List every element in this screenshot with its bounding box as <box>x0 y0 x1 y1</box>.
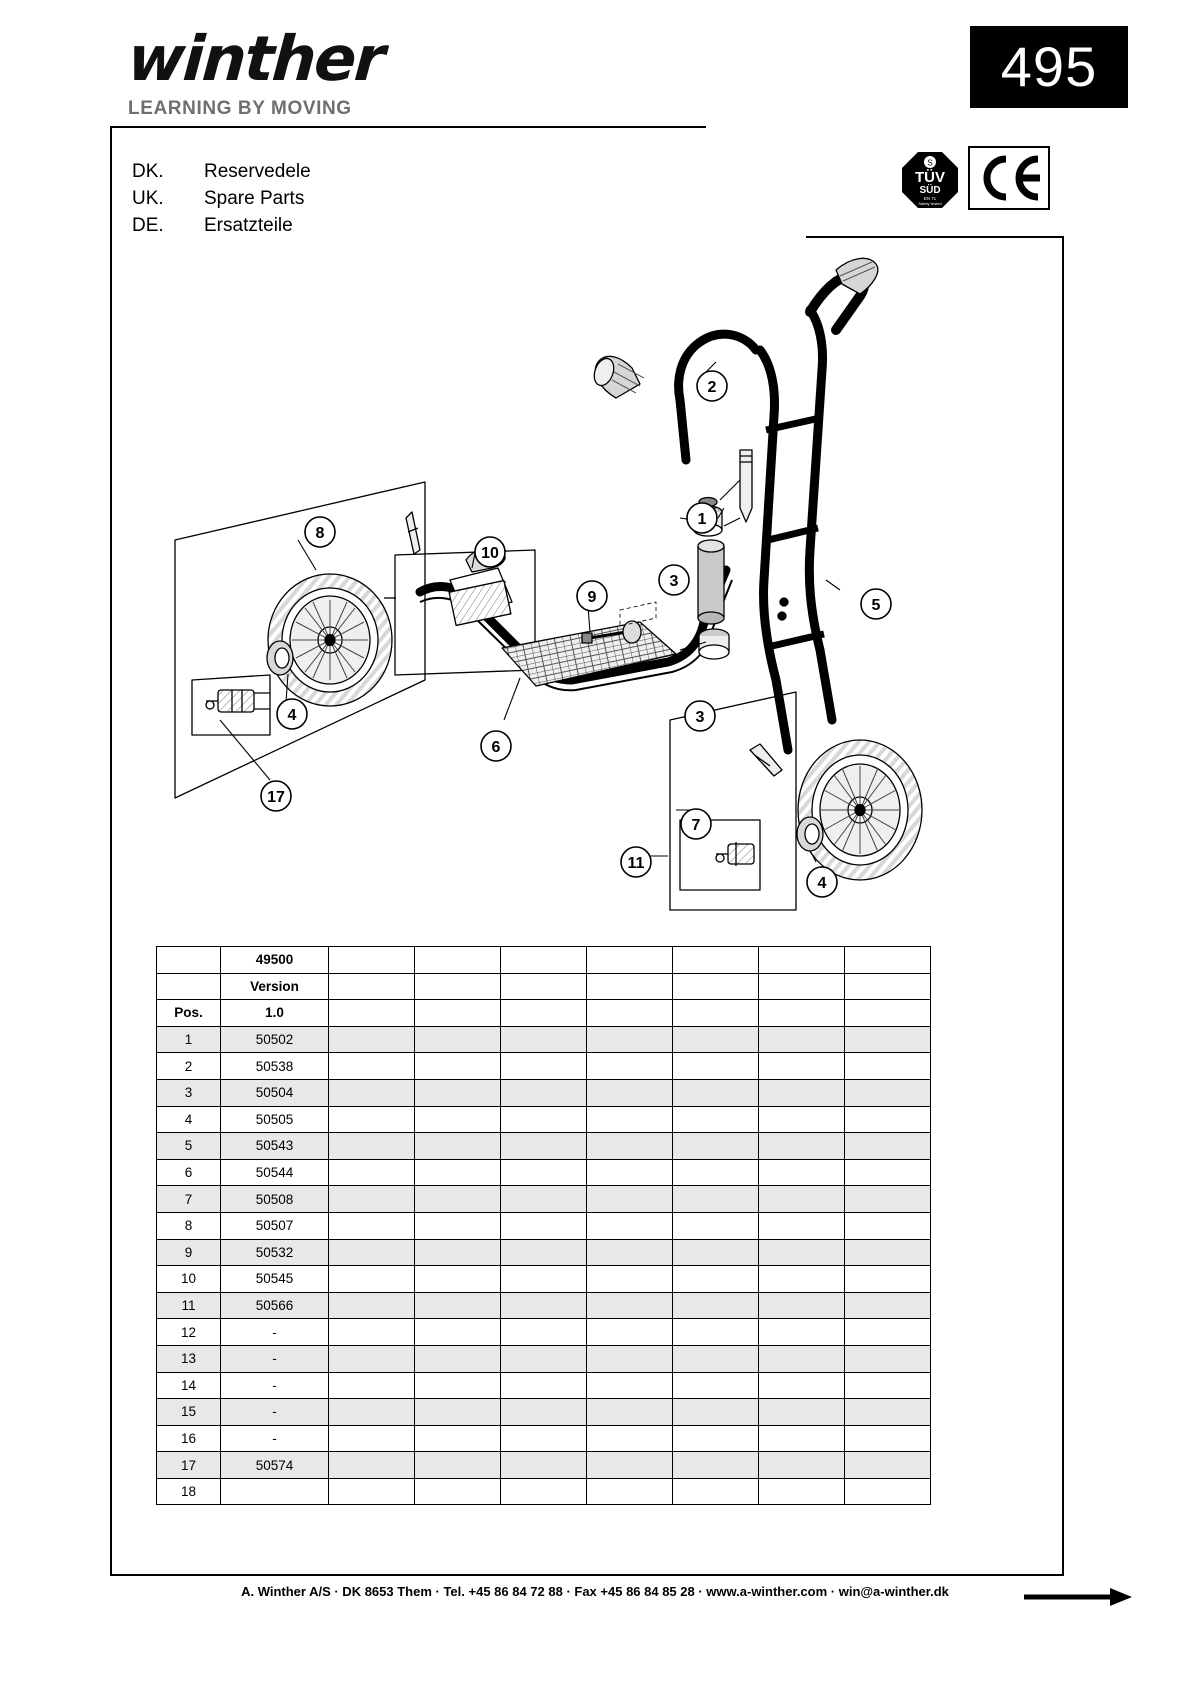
table-row: 15 - <box>157 1399 931 1426</box>
hubcap-part-4-left <box>267 641 293 675</box>
brand-logo <box>125 22 708 120</box>
svg-text:4: 4 <box>817 875 827 892</box>
table-row: 4 50505 <box>157 1106 931 1133</box>
callout-5 <box>861 589 891 619</box>
svg-text:3: 3 <box>695 709 705 726</box>
parts-table <box>156 946 931 1505</box>
page-next-arrow-icon <box>1024 1586 1134 1608</box>
svg-text:7: 7 <box>691 817 701 834</box>
handlebar-left-part-2 <box>591 334 756 460</box>
table-row: 17 50574 <box>157 1452 931 1479</box>
svg-text:2: 2 <box>707 379 717 396</box>
screw-rear <box>406 512 420 554</box>
ce-marking-icon <box>968 146 1050 210</box>
table-row: 2 50538 <box>157 1053 931 1080</box>
tuv-certification-icon <box>900 150 960 210</box>
parts-table-body <box>157 947 931 1505</box>
table-row: 7 50508 <box>157 1186 931 1213</box>
steering-column-part-5 <box>760 258 878 750</box>
svg-text:4: 4 <box>287 707 297 724</box>
svg-text:SÜD: SÜD <box>919 185 941 196</box>
svg-text:11: 11 <box>627 855 645 872</box>
grip-right <box>836 258 878 294</box>
language-code-de: DE. <box>132 215 164 236</box>
headset-tube <box>698 540 724 624</box>
callout-3-lower <box>685 701 715 731</box>
callout-8 <box>305 517 335 547</box>
table-row: 1 50502 <box>157 1026 931 1053</box>
table-row-model <box>157 947 931 974</box>
table-row: 8 50507 <box>157 1212 931 1239</box>
callout-6 <box>481 731 511 761</box>
frame-border-left <box>110 126 112 1576</box>
language-code-dk: DK. <box>132 161 164 182</box>
table-row: 12 - <box>157 1319 931 1346</box>
header-divider <box>110 126 706 128</box>
language-code-uk: UK. <box>132 188 164 209</box>
language-label-de: Ersatzteile <box>204 215 293 236</box>
svg-text:S: S <box>927 158 933 168</box>
table-row-header <box>157 1000 931 1027</box>
callout-10 <box>475 537 505 567</box>
table-row: 16 - <box>157 1425 931 1452</box>
grip-left <box>591 356 644 398</box>
axle-hardware-part-17 <box>206 690 270 712</box>
axle-hardware-part-11 <box>716 842 754 866</box>
svg-text:8: 8 <box>315 525 325 542</box>
svg-text:10: 10 <box>481 545 499 562</box>
table-row: 13 - <box>157 1345 931 1372</box>
hubcap-part-4-right <box>797 817 823 851</box>
front-wheel-part-7 <box>798 740 922 880</box>
table-row: 10 50545 <box>157 1266 931 1293</box>
table-row: 9 50532 <box>157 1239 931 1266</box>
callout-11 <box>621 847 651 877</box>
frame-border-bottom <box>110 1574 1064 1576</box>
language-label-dk: Reservedele <box>204 161 311 182</box>
model-number-text: 495 <box>1000 35 1098 98</box>
table-row: 3 50504 <box>157 1079 931 1106</box>
exploded-assembly-drawing <box>120 250 1070 940</box>
svg-text:Safety tested: Safety tested <box>918 201 942 206</box>
svg-text:1: 1 <box>697 511 707 528</box>
language-row-dk <box>132 158 311 185</box>
model-number-badge <box>970 26 1128 108</box>
callout-7 <box>681 809 711 839</box>
version-value-cell: 1.0 <box>221 1000 329 1027</box>
callout-4-left <box>277 699 307 729</box>
model-row-spacer <box>157 947 221 974</box>
screw-front <box>750 744 782 776</box>
language-row-de <box>132 212 311 239</box>
callout-9 <box>577 581 607 611</box>
svg-text:EN 71: EN 71 <box>923 196 937 201</box>
table-row: 5 50543 <box>157 1133 931 1160</box>
brand-tagline: LEARNING BY MOVING <box>128 98 352 119</box>
language-row-uk <box>132 185 311 212</box>
language-list <box>132 158 311 239</box>
callout-2 <box>697 371 727 401</box>
footer-contact: A. Winther A/S · DK 8653 Them · Tel. +45 86 84 72 88 · Fax +45 86 84 85 28 · www.a-winther.com · win@a-winther.dk <box>241 1584 949 1599</box>
svg-text:TÜV: TÜV <box>915 169 945 186</box>
svg-text:6: 6 <box>491 739 501 756</box>
frame-border-top-right <box>806 236 1064 238</box>
table-row: 18 <box>157 1478 931 1505</box>
callout-1 <box>687 503 717 533</box>
callout-4-right <box>807 867 837 897</box>
callout-17 <box>261 781 291 811</box>
bolt-part-1 <box>740 450 752 522</box>
table-row-version <box>157 973 931 1000</box>
svg-text:17: 17 <box>267 789 285 806</box>
brand-wordmark: winther <box>125 22 386 95</box>
table-row: 6 50544 <box>157 1159 931 1186</box>
svg-text:3: 3 <box>669 573 679 590</box>
pos-header-cell: Pos. <box>157 1000 221 1027</box>
svg-text:9: 9 <box>587 589 597 606</box>
svg-text:5: 5 <box>871 597 881 614</box>
version-header-cell: Version <box>221 973 329 1000</box>
model-code-cell: 49500 <box>221 947 329 974</box>
callout-3-upper <box>659 565 689 595</box>
table-row: 14 - <box>157 1372 931 1399</box>
table-row: 11 50566 <box>157 1292 931 1319</box>
language-label-uk: Spare Parts <box>204 188 305 209</box>
